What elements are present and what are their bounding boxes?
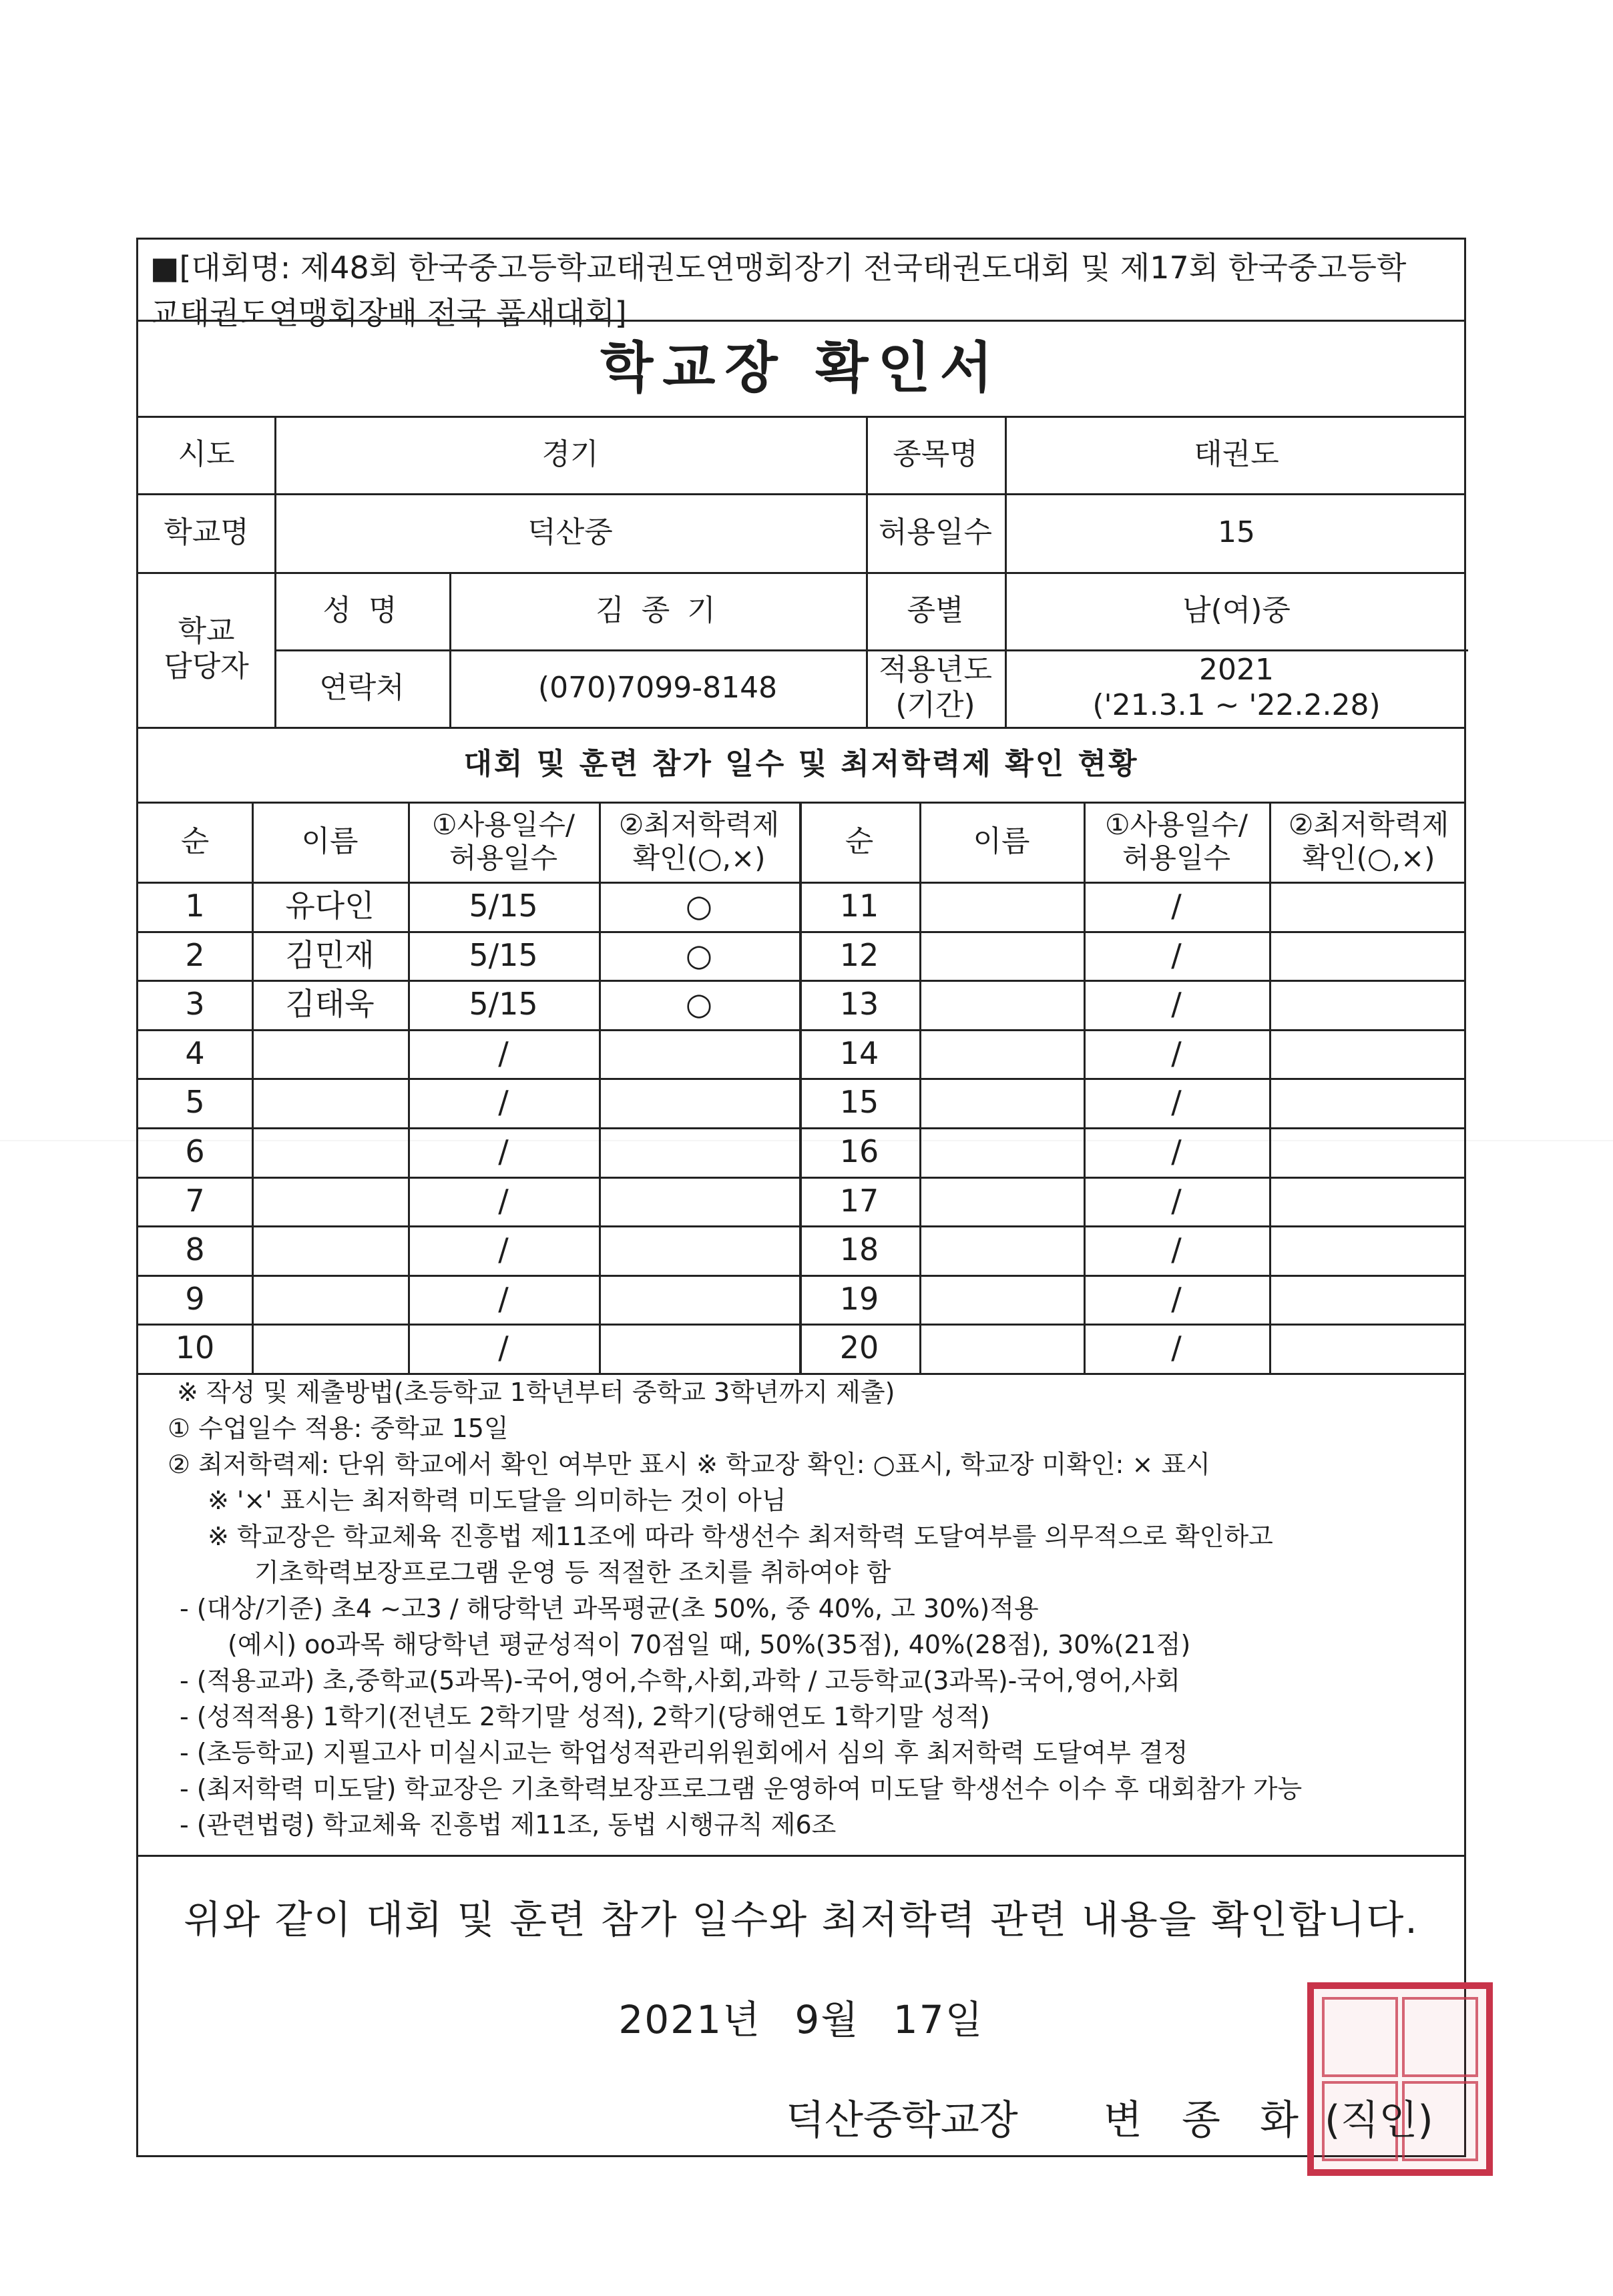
- row-days: 5/15: [469, 986, 538, 1023]
- row-days: /: [498, 1133, 509, 1170]
- row-name: [252, 1225, 408, 1275]
- row-days: /: [498, 1231, 509, 1268]
- row-number: 10: [175, 1330, 215, 1366]
- row-name: [919, 882, 1084, 931]
- row-number: 6: [185, 1133, 205, 1170]
- row-days: /: [1171, 888, 1182, 924]
- principal-name: 변 종 화: [1103, 2097, 1312, 2144]
- row-number: 13: [839, 986, 879, 1023]
- row-number: 20: [839, 1330, 879, 1366]
- column-header-check: [1269, 802, 1468, 882]
- sido-label: 시도: [178, 437, 235, 471]
- row-check: [1269, 882, 1468, 931]
- row-number: 16: [839, 1133, 879, 1170]
- row-days: /: [498, 1281, 509, 1318]
- row-days: /: [498, 1330, 509, 1366]
- column-header-days-line-1: ①사용일수/: [1104, 808, 1248, 841]
- row-number: 3: [185, 986, 205, 1023]
- row-number: 9: [185, 1281, 205, 1318]
- column-header-days-line-2: 허용일수: [1122, 842, 1231, 874]
- row-check: [1269, 980, 1468, 1029]
- row-check: [599, 1127, 799, 1177]
- row-number: 1: [185, 888, 205, 924]
- row-name: [919, 931, 1084, 980]
- column-header-check-line-1: ②최저학력제: [618, 808, 780, 841]
- row-days: /: [1171, 1231, 1182, 1268]
- manager-name: 김 종 기: [596, 593, 720, 627]
- row-check: [599, 1275, 799, 1324]
- event-label: 종목명: [893, 437, 978, 471]
- row-name: [919, 1078, 1084, 1127]
- note-line: ① 수업일수 적용: 중학교 15일: [168, 1414, 509, 1443]
- row-number: 8: [185, 1231, 205, 1268]
- notes-section: [168, 1374, 1449, 1843]
- row-number: 11: [839, 888, 879, 924]
- row-number: 7: [185, 1183, 205, 1219]
- year-value-main: 2021: [1199, 653, 1274, 687]
- column-header-check: [599, 802, 799, 882]
- row-check: [599, 1078, 799, 1127]
- row-days: /: [1171, 937, 1182, 974]
- row-number: 14: [839, 1035, 879, 1072]
- competition-header: [138, 240, 1464, 331]
- row-number: 4: [185, 1035, 205, 1072]
- row-number: 15: [839, 1084, 879, 1121]
- row-check: [1269, 1275, 1468, 1324]
- note-line: ※ 학교장은 학교체육 진흥법 제11조에 따라 학생선수 최저학력 도달여부를 의무적으로 확인하고: [208, 1522, 1273, 1551]
- header-line-2: 교태권도연맹회장배 전국 품새대회]: [150, 295, 627, 331]
- confirmation-text: 위와 같이 대회 및 훈련 참가 일수와 최저학력 관련 내용을 확인합니다.: [184, 1897, 1419, 1942]
- note-line: - (적용교과) 초,중학교(5과목)-국어,영어,수학,사회,과학 / 고등학교(3과목)-국어,영어,사회: [180, 1666, 1180, 1695]
- year-period: ('21.3.1 ~ '22.2.28): [1092, 688, 1381, 722]
- type-value: 남(여)중: [1182, 593, 1291, 627]
- note-line: ② 최저학력제: 단위 학교에서 확인 여부만 표시 ※ 학교장 확인: ○표시, 학교장 미확인: × 표시: [168, 1450, 1210, 1479]
- principal-title: 덕산중학교장: [786, 2097, 1018, 2144]
- column-header-days: [1084, 802, 1269, 882]
- row-check: [599, 1225, 799, 1275]
- document-title: 학교장 확인서: [600, 336, 1002, 400]
- row-days: /: [498, 1183, 509, 1219]
- row-check: [1269, 1127, 1468, 1177]
- row-name: [252, 1078, 408, 1127]
- row-days: /: [498, 1035, 509, 1072]
- row-days: 5/15: [469, 888, 538, 924]
- status-title: 대회 및 훈련 참가 일수 및 최저학력제 확인 현황: [463, 746, 1139, 781]
- allowed-days-label: 허용일수: [878, 515, 992, 549]
- contact-label: 연락처: [319, 670, 405, 705]
- row-name: [919, 1275, 1084, 1324]
- row-name: [919, 1177, 1084, 1226]
- row-check: [1269, 1225, 1468, 1275]
- row-check: [1269, 1078, 1468, 1127]
- row-name: [919, 1029, 1084, 1079]
- row-check: [599, 1324, 799, 1373]
- year-label: [866, 649, 1005, 727]
- row-days: /: [1171, 986, 1182, 1023]
- certificate-frame: [136, 238, 1466, 2157]
- note-line: - (성적적용) 1학기(전년도 2학기말 성적), 2학기(당해연도 1학기말 성적): [180, 1702, 990, 1731]
- row-name: [919, 1127, 1084, 1177]
- note-line: ※ 작성 및 제출방법(초등학교 1학년부터 중학교 3학년까지 제출): [177, 1378, 895, 1407]
- row-name: 김태욱: [285, 986, 375, 1023]
- row-number: 18: [839, 1231, 879, 1268]
- row-days: 5/15: [469, 937, 538, 974]
- row-check: [1269, 1177, 1468, 1226]
- year-value: [1005, 649, 1468, 727]
- row-name: [919, 1324, 1084, 1373]
- year-label-line-1: 적용년도: [878, 653, 992, 687]
- row-name: [252, 1127, 408, 1177]
- row-number: 19: [839, 1281, 879, 1318]
- row-number: 2: [185, 937, 205, 974]
- school-label: 학교명: [164, 515, 249, 549]
- column-header-name: 이름: [301, 824, 359, 858]
- note-line: 기초학력보장프로그램 운영 등 적절한 조치를 취하여야 함: [254, 1558, 891, 1587]
- allowed-days-value: 15: [1218, 515, 1255, 549]
- row-days: /: [1171, 1281, 1182, 1318]
- row-name: [252, 1275, 408, 1324]
- column-header-days: [408, 802, 599, 882]
- row-days: /: [1171, 1183, 1182, 1219]
- note-line: - (관련법령) 학교체육 진흥법 제11조, 동법 시행규칙 제6조: [180, 1810, 837, 1839]
- official-seal-stamp: [1307, 1982, 1493, 2176]
- column-header-days-line-1: ①사용일수/: [431, 808, 575, 841]
- row-number: 17: [839, 1183, 879, 1219]
- row-days: /: [1171, 1084, 1182, 1121]
- row-name: [252, 1324, 408, 1373]
- row-check: [599, 1029, 799, 1079]
- seal-note: (직인): [1325, 2097, 1433, 2144]
- row-check: [1269, 1029, 1468, 1079]
- note-line: ※ '×' 표시는 최저학력 미도달을 의미하는 것이 아님: [208, 1486, 786, 1515]
- column-header-no: 순: [845, 824, 874, 858]
- header-line-1: ■[대회명: 제48회 한국중고등학교태권도연맹회장기 전국태권도대회 및 제17회 한국중고등학: [150, 250, 1407, 286]
- row-check: ○: [685, 888, 713, 924]
- row-days: /: [1171, 1330, 1182, 1366]
- signature-line: [786, 2088, 1433, 2146]
- row-name: 유다인: [285, 888, 375, 924]
- row-name: [252, 1177, 408, 1226]
- row-name: [919, 980, 1084, 1029]
- note-line: - (최저학력 미도달) 학교장은 기초학력보장프로그램 운영하여 미도달 학생선수 이수 후 대회참가 가능: [180, 1774, 1303, 1803]
- row-name: [252, 1029, 408, 1079]
- manager-label: [138, 572, 274, 727]
- note-line: (예시) oo과목 해당학년 평균성적이 70점일 때, 50%(35점), 40%(28점), 30%(21점): [228, 1630, 1191, 1659]
- row-number: 12: [839, 937, 879, 974]
- row-days: /: [498, 1084, 509, 1121]
- school-value: 덕산중: [527, 515, 613, 549]
- row-days: /: [1171, 1035, 1182, 1072]
- type-label: 종별: [907, 593, 964, 627]
- manager-label-line-2: 담당자: [164, 649, 249, 683]
- row-check: [1269, 931, 1468, 980]
- manager-label-line-1: 학교: [178, 614, 235, 649]
- note-line: - (대상/기준) 초4 ~고3 / 해당학년 과목평균(초 50%, 중 40%, 고 30%)적용: [180, 1594, 1039, 1623]
- signing-date: 2021년 9월 17일: [618, 1997, 984, 2042]
- row-check: [599, 1177, 799, 1226]
- column-header-days-line-2: 허용일수: [449, 842, 558, 874]
- row-check: ○: [685, 937, 713, 974]
- event-value: 태권도: [1194, 437, 1279, 471]
- row-number: 5: [185, 1084, 205, 1121]
- column-header-check-line-2: 확인(○,×): [1302, 842, 1435, 874]
- year-label-line-2: (기간): [895, 688, 975, 722]
- sido-value: 경기: [541, 437, 599, 471]
- row-name: 김민재: [285, 937, 375, 974]
- row-check: ○: [685, 986, 713, 1023]
- contact-value: (070)7099-8148: [537, 670, 778, 705]
- name-label: 성 명: [322, 593, 401, 627]
- row-days: /: [1171, 1133, 1182, 1170]
- row-name: [919, 1225, 1084, 1275]
- column-header-check-line-2: 확인(○,×): [632, 842, 766, 874]
- note-line: - (초등학교) 지필고사 미실시교는 학업성적관리위원회에서 심의 후 최저학력 도달여부 결정: [180, 1738, 1188, 1767]
- column-header-name: 이름: [973, 824, 1030, 858]
- column-header-check-line-1: ②최저학력제: [1288, 808, 1449, 841]
- row-check: [1269, 1324, 1468, 1373]
- column-header-no: 순: [180, 824, 210, 858]
